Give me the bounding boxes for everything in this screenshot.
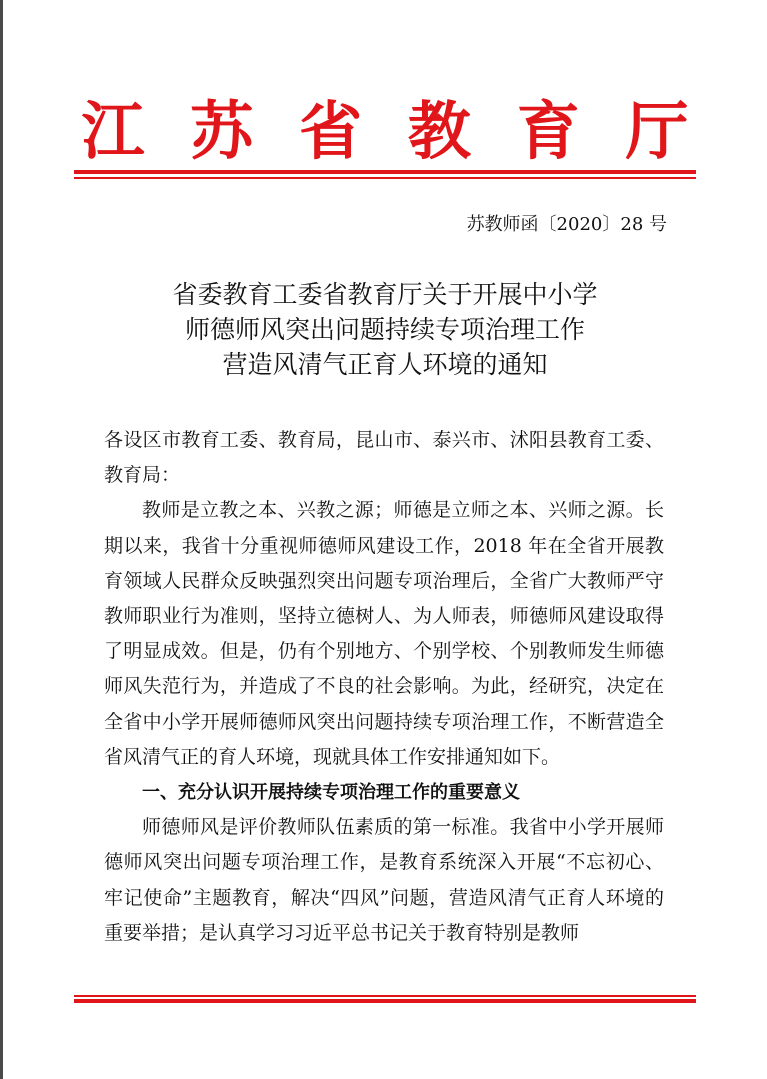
issuer-char: 教 [407,94,471,168]
paragraph: 教师是立教之本、兴教之源；师德是立师之本、兴师之源。长期以来，我省十分重视师德师风建设工作，2018 年在全省开展教育领域人民群众反映强烈突出问题专项治理后，全省广大教师严守教师职业行为准则，坚持立德树人、为人师表，师德师风建设取得了明显成效。但是，仍有个别地方、个别学校、个别教师发生师德师风失范行为，并造成了不良的社会影响。为此，经研究，决定在全省中小学开展师德师风突出问题持续专项治理工作，不断营造全省风清气正的育人环境，现就具体工作安排通知如下。 [104,499,664,768]
document-body [104,423,664,951]
issuer-char: 省 [299,94,363,168]
header-rule-thin [74,177,696,179]
section-heading: 一、充分认识开展持续专项治理工作的重要意义 [142,782,520,804]
document-number: 苏教师函〔2020〕28 号 [466,214,667,235]
issuer-header [74,92,696,170]
issuer-char: 江 [81,94,145,168]
header-rule-thick [74,170,696,174]
paragraph: 师德师风是评价教师队伍素质的第一标准。我省中小学开展师德师风突出问题专项治理工作，是教育系统深入开展“不忘初心、牢记使命”主题教育，解决“四风”问题，营造风清气正育人环境的重要举措；是认真学习习近平总书记关于教育特别是教师 [104,816,664,944]
issuer-char: 苏 [190,94,254,168]
issuer-char: 育 [516,94,580,168]
footer-rule-thin [74,995,696,997]
issuer-char: 厅 [625,94,689,168]
footer-rule-thick [74,999,696,1003]
document-title [74,277,696,382]
title-line: 师德师风突出问题持续专项治理工作 [184,315,585,344]
title-line: 省委教育工委省教育厅关于开展中小学 [172,280,598,309]
title-line: 营造风清气正育人环境的通知 [222,350,548,379]
addressee: 各设区市教育工委、教育局，昆山市、泰兴市、沭阳县教育工委、教育局： [104,429,664,487]
page-left-edge [0,0,3,1079]
